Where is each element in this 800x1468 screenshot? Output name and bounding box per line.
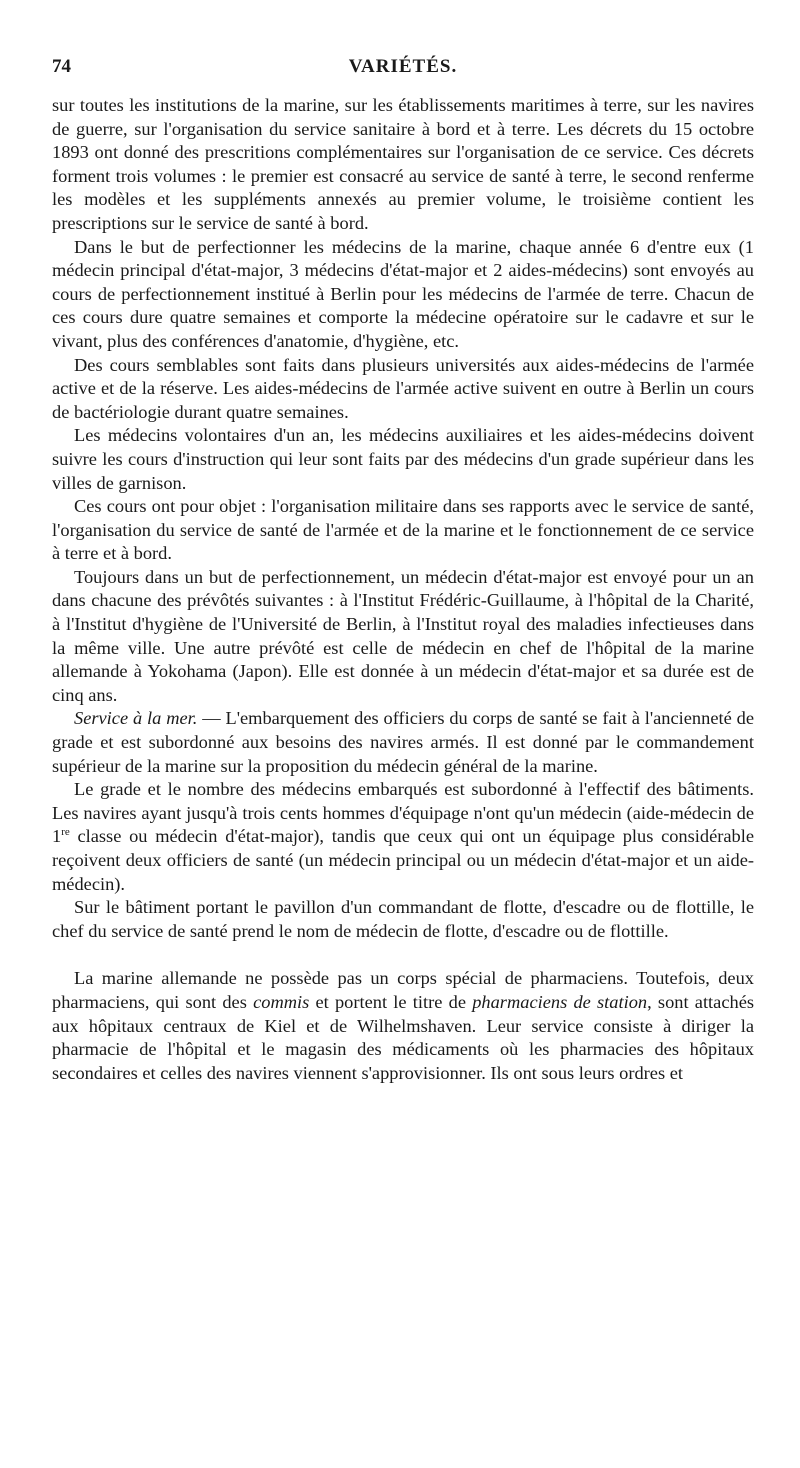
text-run: Des cours semblables sont faits dans plusieurs universités aux aides-médecins de l'armée active et de la réserve. Les aides-médecins de l'armée active suivent en outre à Berlin un cours de bactériologie durant quatre semaines. <box>52 354 754 422</box>
superscript: re <box>61 826 70 839</box>
text-run: La marine allemande ne possède pas un corps spécial de pharmaciens. Toutefois, deux pharmaciens, qui sont des <box>52 968 754 1012</box>
paragraph <box>52 566 754 708</box>
text-run: — L'embarquement des officiers du corps de santé se fait à l'ancienneté de grade et est subordonné aux besoins des navires armés. Il est donné par le commandement supérieur de la marine sur la proposition du médecin général de la marine. <box>52 708 754 776</box>
paragraph <box>52 354 754 425</box>
text-run: Sur le bâtiment portant le pavillon d'un commandant de flotte, d'escadre ou de flottille, le chef du service de santé prend le nom de médecin de flotte, d'escadre ou de flottille. <box>52 897 754 941</box>
paragraph <box>52 778 754 896</box>
text-run: , sont attachés aux hôpitaux centraux de Kiel et de Wilhelmshaven. Leur service consiste à diriger la pharmacie de l'hôpital et le magasin des médicaments où les pharmacies des hôpitaux secondaires et celles des navires viennent s'approvisionner. Ils ont sous leurs ordres et <box>52 991 755 1083</box>
text-body <box>52 94 754 1085</box>
italic-text: commis <box>253 991 310 1012</box>
paragraph <box>52 236 754 354</box>
text-run: et portent le titre de <box>309 991 473 1012</box>
page-number: 74 <box>52 56 71 77</box>
text-run: sur toutes les institutions de la marine, sur les établissements maritimes à terre, sur les navires de guerre, sur l'organisation du service sanitaire à bord et à terre. Les décrets du 15 octobre 1893 ont donné des prescritions complémentaires sur l'organisation de ce service. Ces décrets forment trois volumes : le premier est consacré au service de santé à terre, le second renferme les modèles et les suppléments annexés au premier volume, le troisième contient les prescriptions sur le service de santé à bord. <box>52 95 754 233</box>
paragraph <box>52 707 754 778</box>
text-run: Les médecins volontaires d'un an, les médecins auxiliaires et les aides-médecins doivent suivre les cours d'instruction qui leur sont faits par des médecins d'un grade supérieur dans les villes de garnison. <box>52 425 754 493</box>
paragraph <box>52 967 754 1085</box>
text-run: classe ou médecin d'état-major), tandis que ceux qui ont un équipage plus considérable reçoivent deux officiers de santé (un médecin principal ou un médecin d'état-major et un aide-médecin). <box>52 826 754 894</box>
paragraph <box>52 94 754 236</box>
italic-text: pharmaciens de station <box>472 991 648 1012</box>
text-run: Ces cours ont pour objet : l'organisation militaire dans ses rapports avec le service de santé, l'organisation du service de santé de l'armée et de la marine et le fonctionnement de ce service à terre et à bord. <box>52 496 754 564</box>
paragraph <box>52 495 754 566</box>
text-run: Toujours dans un but de perfectionnement, un médecin d'état-major est envoyé pour un an dans chacune des prévôtés suivantes : à l'Institut Frédéric-Guillaume, à l'hôpital de la Charité, à l'Institut d'hygiène de l'Université de Berlin, à l'Institut royal des maladies infectieuses dans la même ville. Une autre prévôté est celle de médecin en chef de l'hôpital de la marine allemande à Yokohama (Japon). Elle est donnée à un médecin d'état-major et sa durée est de cinq ans. <box>52 566 754 705</box>
paragraph <box>52 896 754 943</box>
running-title: VARIÉTÉS. <box>348 56 458 77</box>
page-header <box>52 56 754 84</box>
text-run: Le grade et le nombre des médecins embarqués est subordonné à l'effectif des bâtiments. Les navires ayant jusqu'à trois cents hommes d'équipage n'ont qu'un médecin (aide-médecin de 1 <box>52 779 754 847</box>
paragraph <box>52 424 754 495</box>
italic-text: Service à la mer. <box>74 708 198 729</box>
text-run: Dans le but de perfectionner les médecins de la marine, chaque année 6 d'entre eux (1 médecin principal d'état-major, 3 médecins d'état-major et 2 aides-médecins) sont envoyés au cours de perfectionnement institué à Berlin pour les médecins de l'armée de terre. Chacun de ces cours dure quatre semaines et comporte la médecine opératoire sur le cadavre et sur le vivant, plus des conférences d'anatomie, d'hygiène, etc. <box>52 236 754 351</box>
